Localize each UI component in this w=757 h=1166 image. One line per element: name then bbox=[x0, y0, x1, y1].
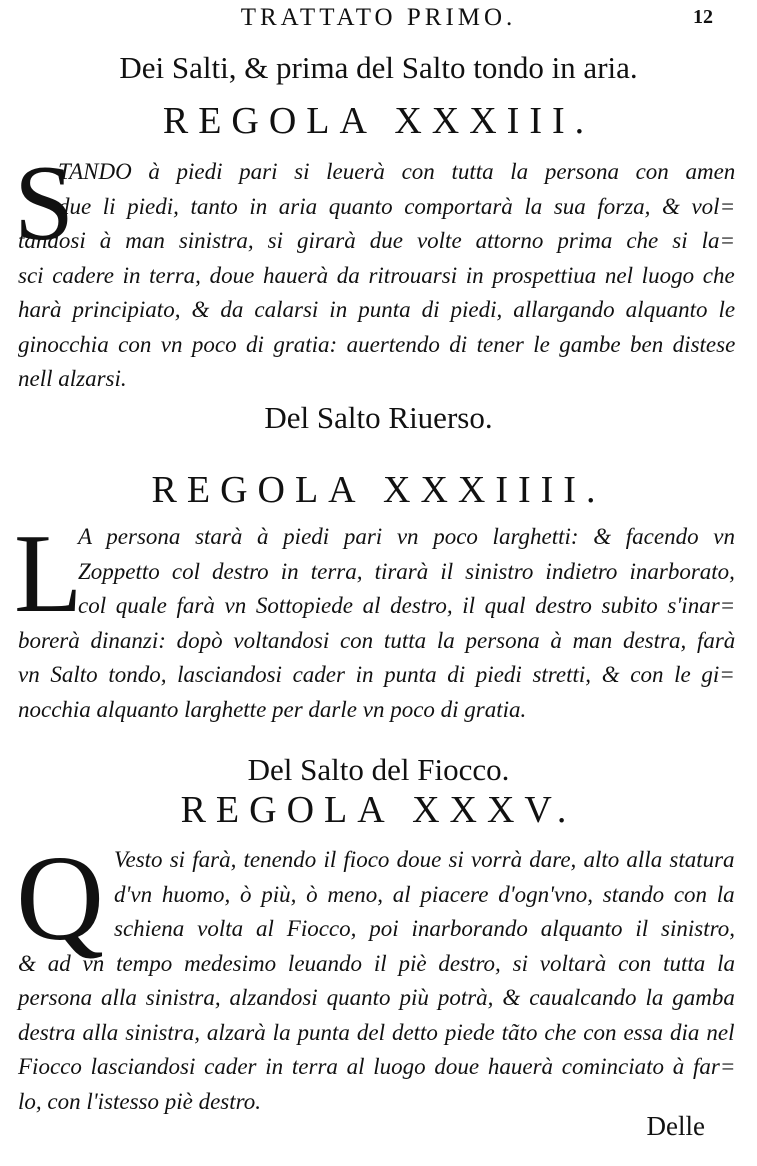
text-line: destra alla sinistra, alzarà la punta del detto piede tãto che con essa dia nel bbox=[18, 1019, 735, 1045]
catchword: Delle bbox=[646, 1111, 705, 1141]
drop-cap-3: Q bbox=[16, 831, 105, 966]
text-line: tandosi à man sinistra, si girarà due volte attorno prima che si la= bbox=[18, 228, 736, 253]
drop-cap-1: S bbox=[14, 144, 75, 263]
rule-text-1 bbox=[18, 155, 735, 397]
text-line: Fiocco lasciandosi cader in terra al luogo doue hauerà cominciato à far= bbox=[18, 1054, 736, 1079]
text-line: Vesto si farà, tenendo il fioco doue si vorrà dare, alto alla statura bbox=[114, 847, 735, 872]
rule-heading-1: REGOLA XXXIII. bbox=[162, 100, 595, 142]
text-line: borerà dinanzi: dopò voltandosi con tutta la persona à man destra, farà bbox=[18, 627, 736, 653]
text-line: A persona starà à piedi pari vn poco larghetti: & facendo vn bbox=[78, 524, 735, 549]
text-line: sci cadere in terra, doue hauerà da ritrouarsi in prospettiua nel luogo che bbox=[18, 262, 735, 288]
text-line: ginocchia con vn poco di gratia: auertendo di tener le gambe ben distese bbox=[18, 331, 736, 357]
text-line: TANDO à piedi pari si leuerà con tutta la persona con amen bbox=[58, 159, 736, 184]
text-line: harà principiato, & da calarsi in punta di piedi, allargando alquanto le bbox=[18, 297, 736, 322]
text-line: col quale farà vn Sottopiede al destro, il qual destro subito s'inar= bbox=[78, 593, 736, 618]
drop-cap-2: L bbox=[14, 512, 83, 636]
text-line: nocchia alquanto larghette per darle vn poco di gratia. bbox=[18, 696, 527, 722]
text-line: d'vn huomo, ò più, ò meno, al piacere d'ogn'vno, stando con la bbox=[114, 881, 735, 907]
text-line: & ad vn tempo medesimo leuando il piè destro, si voltarà con tutta la bbox=[18, 950, 735, 976]
page-number: 12 bbox=[693, 6, 713, 28]
text-line: Zoppetto col destro in terra, tirarà il sinistro indietro inarborato, bbox=[78, 558, 735, 584]
text-line: due li piedi, tanto in aria quanto comportarà la sua forza, & vol= bbox=[58, 193, 736, 219]
section-title-3: Del Salto del Fiocco. bbox=[247, 752, 510, 787]
text-line: lo, con l'istesso piè destro. bbox=[18, 1088, 261, 1114]
rule-text-3 bbox=[18, 843, 735, 1119]
text-line: persona alla sinistra, alzandosi quanto più potrà, & caualcando la gamba bbox=[18, 985, 735, 1010]
section-title-2: Del Salto Riuerso. bbox=[264, 400, 493, 435]
section-title-1: Dei Salti, & prima del Salto tondo in aria. bbox=[119, 50, 638, 85]
text-line: schiena volta al Fiocco, poi inarborando alquanto il sinistro, bbox=[114, 916, 735, 941]
rule-heading-2: REGOLA XXXIIII. bbox=[151, 469, 606, 511]
text-line: vn Salto tondo, lasciandosi cader in punta di piedi stretti, & con le gi= bbox=[18, 662, 735, 687]
text-line: nell alzarsi. bbox=[18, 366, 127, 391]
rule-text-2 bbox=[18, 520, 735, 727]
rule-heading-3: REGOLA XXXV. bbox=[180, 789, 577, 831]
running-head: TRATTATO PRIMO. bbox=[240, 4, 517, 31]
